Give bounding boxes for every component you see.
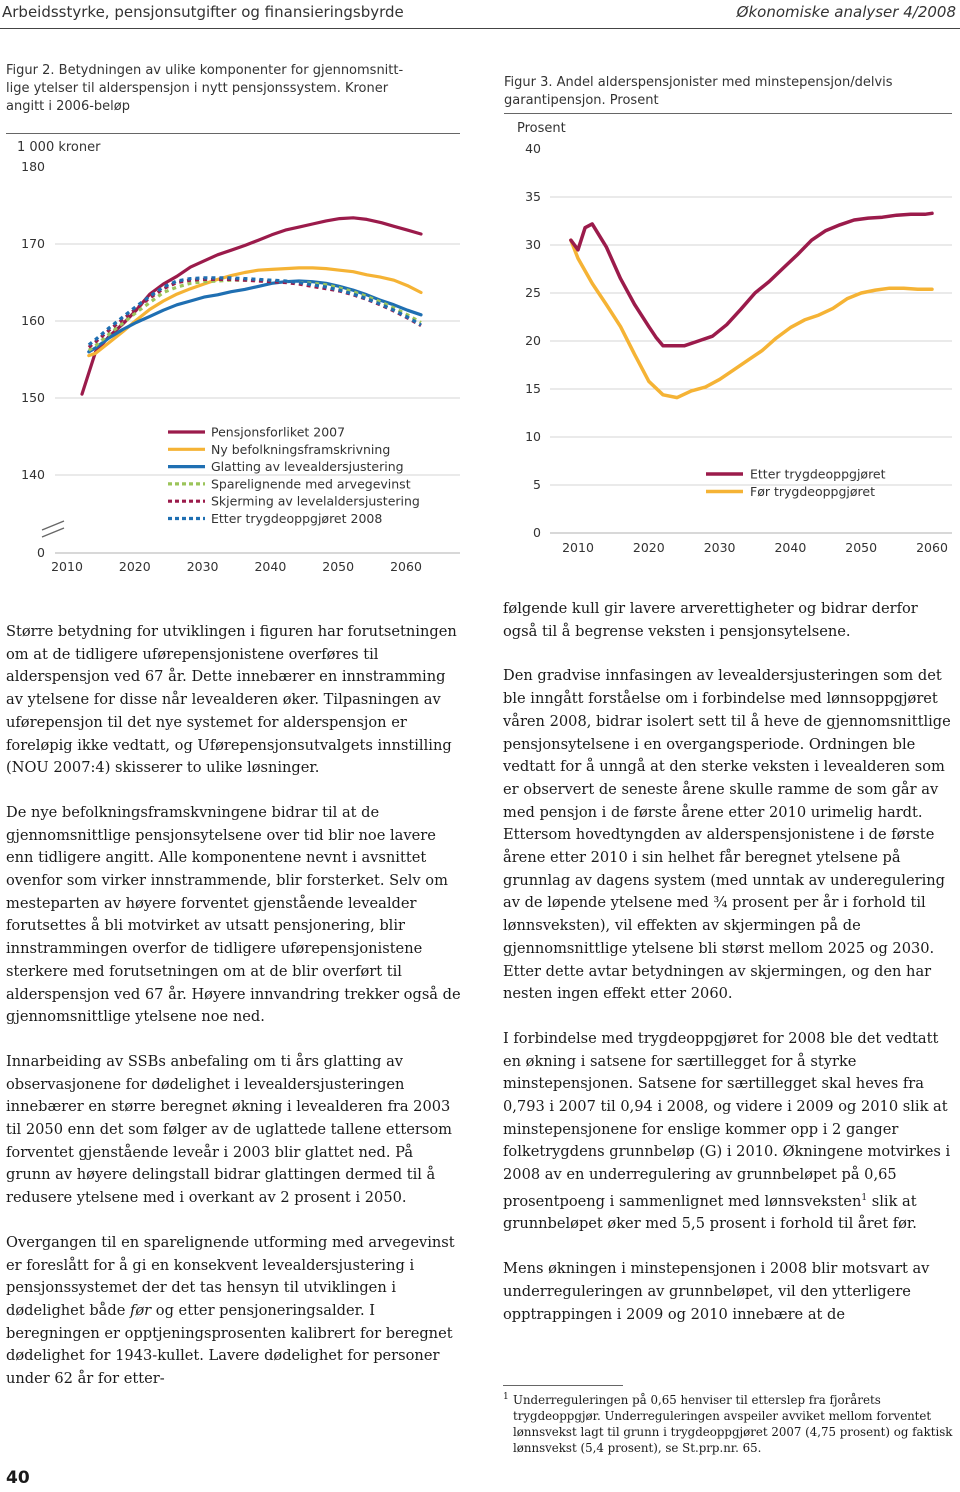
legend-label: Ny befolkningsframskrivning — [211, 441, 391, 457]
legend-label: Etter trygdeoppgjøret 2008 — [211, 511, 383, 526]
figure2-x-ticks — [51, 559, 422, 574]
y-tick-label: 10 — [525, 429, 541, 444]
left-paragraph-3: Innarbeiding av SSBs anbefaling om ti års glatting av observasjonene for dødelighet i levealdersjusteringen innebærer en større beregnet økning i levealderen fra 2003 til 2050 enn det som følger av de uglattede tallene ettersom forventet gjenstående leveår i 2003 blir glattet ned. På grunn av høyere delingstall bidrar glattingen dermed til å redusere ytelsene med i overkant av 2 prosent i 2050. — [6, 1052, 452, 1207]
y-tick-label: 0 — [533, 525, 541, 540]
y-tick-label: 20 — [525, 333, 541, 348]
figure3-legend — [706, 467, 886, 500]
footnote-reference: 1 — [861, 1192, 868, 1203]
running-title: Arbeidsstyrke, pensjonsutgifter og finansieringsbyrde — [2, 3, 404, 21]
footnote-number: 1 — [503, 1392, 509, 1402]
x-tick-label: 2040 — [774, 540, 807, 555]
x-tick-label: 2030 — [703, 540, 736, 555]
figure2-chart — [0, 150, 470, 590]
footnote-text: Underreguleringen på 0,65 henviser til etterslep fra fjorårets trygdeoppgjør. Underreguleringen avspeiler avviket mellom forventet lønnsvekst lagt til grunn i trygdeoppgjøret 2007 (4,75 prosent) og faktisk lønnsvekst (5,4 prosent), se St.prp.nr. 65. — [513, 1393, 953, 1455]
figure3-title — [504, 74, 954, 110]
right-paragraph-4: Mens økningen i minstepensjonen i 2008 blir motsvart av underreguleringen av grunnbeløpet, vil den ytterligere opptrappingen i 2009 og 2010 innebære at de — [503, 1260, 930, 1323]
x-tick-label: 2060 — [916, 540, 948, 555]
figure2-title — [6, 62, 466, 116]
emphasis-word: før — [129, 1301, 152, 1319]
right-text-column — [503, 598, 955, 1326]
y-tick-label: 15 — [525, 381, 541, 396]
figure3-title-rule — [504, 113, 952, 114]
figure2-unit: 1 000 kroner — [17, 140, 101, 155]
figure3-unit: Prosent — [517, 121, 566, 136]
legend-label: Før trygdeoppgjøret — [750, 484, 875, 499]
page-number: 40 — [6, 1468, 30, 1488]
right-paragraph-3-text-a: I forbindelse med trygdeoppgjøret for 2008 ble det vedtatt en økning i satsene for særtillegget for å styrke minstepensjonen. Satsene for særtillegget skal heves fra 0,793 i 2007 til 0,94 i 2008, og videre i 2009 og 2010 slik at minstepensjonene for enslige kommer opp i 2 ganger folketrygdens grunnbeløp (G) i 2010. Økningene motvirkes i 2008 av en underregulering av grunnbeløpet på 0,65 prosentpoeng i sammenlignet med lønnsveksten — [503, 1029, 951, 1210]
left-paragraph-4 — [6, 1232, 462, 1391]
x-tick-label: 2060 — [390, 559, 422, 574]
x-tick-label: 2020 — [118, 559, 151, 574]
figure2-title-line3: angitt i 2006-beløp — [6, 99, 130, 114]
right-paragraph-2: Den gradvise innfasingen av levealdersjusteringen som det ble inngått forståelse om i forbindelse med lønnsoppgjøret våren 2008, bidrar isolert sett til å heve de gjennomsnittlige pensjonsytelsene i en overgangsperiode. Ordningen ble vedtatt for å unngå at den sterke veksten i levealderen som er observert de seneste årene skulle ramme de som går av med pensjon i de første årene etter 2010 urimelig hardt. Ettersom hovedtyngden av alderspensjonistene i de første årene etter 2010 i sin helhet får beregnet ytelsene på grunnlag av dagens system (med unntak av underegulering av de løpende ytelsene med ¾ prosent per år i forhold til lønnsveksten), vil effekten av skjermingen på de gjennomsnittlige ytelsene bli størst mellom 2025 og 2030. Etter dette avtar betydningen av skjermingen, og den har nesten ingen effekt etter 2060. — [503, 667, 951, 1003]
x-tick-label: 2040 — [254, 559, 287, 574]
figure2-title-line2: lige ytelser til alderspensjon i nytt pensjonssystem. Kroner — [6, 81, 389, 96]
figure3-gridlines — [550, 197, 952, 533]
journal-issue: Økonomiske analyser 4/2008 — [736, 3, 956, 21]
series-line-1 — [571, 213, 932, 345]
y-tick-label: 5 — [533, 477, 541, 492]
y-tick-label: 160 — [21, 313, 45, 328]
series-line-4 — [89, 280, 421, 350]
legend-label: Etter trygdeoppgjøret — [750, 466, 886, 482]
left-paragraph-2: De nye befolkningsframskvningene bidrar til at de gjennomsnittlige pensjonsytelsene over tid blir noe lavere enn tidligere angitt. Alle komponentene nevnt i avsnittet ovenfor som virker innstrammende, blir forsterket. Selv om mesteparten av høyere forventet gjenstående levealder forutsettes å bli motvirket av utsatt pensjonering, blir innstrammingen overfor de tidligere uførepensjonistene sterkere med forutsetningen om at de blir overført til alderspensjon ved 67 år. Høyere innvandring trekker også de gjennomsnittlige ytelsene noe ned. — [6, 803, 461, 1026]
figure3-series — [571, 213, 932, 397]
right-paragraph-1: følgende kull gir lavere arverettigheter og bidrar derfor også til å begrense veksten i pensjonsytelsene. — [503, 600, 918, 640]
y-tick-label: 180 — [21, 159, 45, 174]
legend-label: Skjerming av levelaldersjustering — [211, 493, 420, 509]
figure3-title-line2: garantipensjon. Prosent — [504, 93, 659, 108]
y-tick-label: 30 — [525, 237, 541, 252]
figure3-x-ticks — [562, 540, 948, 555]
left-paragraph-4-part-a: Overgangen til en sparelignende utforming med arvegevinst er foreslått for å gi en konsekvent levealdersjustering i pensjonssystemet der det tas hensyn til utviklingen i dødelighet både — [6, 1233, 455, 1319]
y-tick-label: 25 — [525, 285, 541, 300]
y-tick-label: 170 — [21, 236, 45, 251]
figure2-title-line1: Figur 2. Betydningen av ulike komponenter for gjennomsnitt- — [6, 63, 404, 78]
x-tick-label: 2020 — [632, 540, 665, 555]
page-header — [0, 0, 960, 24]
legend-label: Sparelignende med arvegevinst — [211, 476, 411, 492]
y-tick-label: 150 — [21, 390, 45, 405]
figure3-y-ticks — [525, 141, 541, 540]
right-paragraph-3 — [503, 1028, 955, 1236]
x-tick-label: 2010 — [51, 559, 83, 574]
figure2-y-ticks — [21, 159, 45, 560]
right-paragraph-3-text-b: slik at grunnbeløpet øker med 5,5 prosent i forhold til året før. — [503, 1192, 917, 1233]
series-line-5 — [89, 279, 421, 347]
left-paragraph-1: Større betydning for utviklingen i figuren har forutsetningen om at de tidligere uførepensjonistene overføres til alderspensjon ved 67 år. Dette innebærer en innstramming av ytelsene for disse når levealderen øker. Tilpasningen av uførepensjon til det nye systemet for alderspensjon er foreløpig ikke vedtatt, og Uførepensjonsutvalgets innstilling (NOU 2007:4) skisserer to ulike løsninger. — [6, 623, 457, 777]
figure3-chart — [500, 135, 960, 565]
left-text-column — [6, 621, 462, 1391]
x-tick-label: 2030 — [186, 559, 219, 574]
figure3-title-line1: Figur 3. Andel alderspensjonister med minstepensjon/delvis — [504, 75, 893, 90]
x-tick-label: 2050 — [845, 540, 878, 555]
legend-label: Pensjonsforliket 2007 — [211, 424, 346, 440]
legend-label: Glatting av levealdersjustering — [211, 459, 404, 475]
footnote — [503, 1392, 955, 1456]
series-line-2 — [571, 240, 932, 397]
x-tick-label: 2010 — [562, 540, 594, 555]
axis-break-icon — [42, 521, 64, 537]
y-tick-label: 140 — [21, 467, 45, 482]
left-paragraph-4-text — [6, 1234, 455, 1387]
y-tick-label: 40 — [525, 141, 541, 156]
footnote-rule — [503, 1385, 623, 1386]
header-rule — [0, 28, 960, 29]
left-paragraph-4-part-b: og etter pensjoneringsalder. I beregningen er opptjeningsprosenten kalibrert for beregnet dødelighet for 1943-kullet. Lavere dødelighet for personer under 62 år for etter- — [6, 1301, 453, 1388]
x-tick-label: 2050 — [322, 559, 355, 574]
figure2-title-rule — [6, 133, 460, 134]
y-tick-label: 35 — [525, 189, 541, 204]
y-tick-label: 0 — [37, 545, 45, 560]
